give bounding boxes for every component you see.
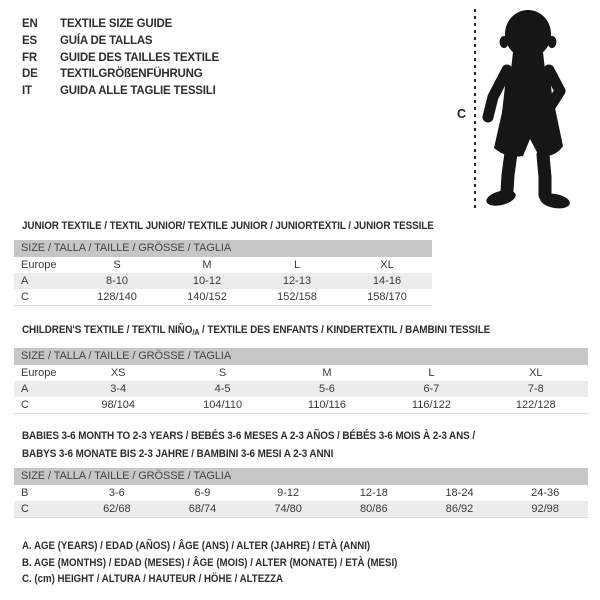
row-label: Europe — [21, 259, 57, 271]
table-row-months — [14, 485, 588, 501]
size-cell: 9-12 — [277, 487, 300, 499]
language-code: DE — [22, 68, 38, 81]
size-cell: XL — [529, 367, 543, 379]
table-row-height — [14, 501, 588, 517]
size-cell: 24-36 — [531, 487, 560, 499]
language-row-es — [22, 33, 219, 50]
table-row-age — [14, 381, 588, 397]
language-row-fr — [22, 50, 219, 67]
size-cell: 8-10 — [105, 275, 129, 287]
size-cell: 110/116 — [307, 399, 347, 411]
size-cell: L — [293, 259, 301, 271]
size-cell: 98/104 — [101, 399, 136, 411]
size-cell: 116/122 — [411, 399, 451, 411]
children-title-sub: /A — [192, 328, 200, 337]
table-header-bar: SIZE / TALLA / TAILLE / GRÖSSE / TAGLIA — [14, 240, 432, 257]
table-header-bar: SIZE / TALLA / TAILLE / GRÖSSE / TAGLIA — [14, 468, 588, 485]
language-row-it — [22, 83, 219, 100]
size-cell: S — [113, 259, 121, 271]
children-title-part2: / TEXTILE DES ENFANTS / KINDERTEXTIL / BAMBINI TESSILE — [199, 324, 491, 336]
children-size-table — [14, 348, 588, 414]
babies-section-title — [22, 427, 475, 463]
size-cell: 3-4 — [110, 383, 127, 395]
size-cell: 68/74 — [188, 503, 217, 515]
size-cell: 74/80 — [274, 503, 302, 515]
language-label: TEXTILGRÖßENFÜHRUNG — [60, 68, 203, 81]
size-cell: 10-12 — [192, 275, 222, 287]
size-cell: L — [428, 367, 435, 379]
children-title-part1: CHILDREN'S TEXTILE / TEXTIL NIÑO — [22, 324, 193, 336]
babies-title-line2: BABYS 3-6 MONATE BIS 2-3 JAHRE / BAMBINI 3-6 MESI A 2-3 ANNI — [22, 448, 334, 460]
table-header-bar: SIZE / TALLA / TAILLE / GRÖSSE / TAGLIA — [14, 348, 588, 365]
children-section-title — [22, 321, 490, 342]
row-label: B — [21, 487, 29, 499]
language-label: GUÍA DE TALLAS — [60, 34, 153, 47]
size-cell: 80/86 — [360, 503, 388, 515]
language-row-de — [22, 66, 219, 83]
size-cell: 140/152 — [187, 291, 227, 303]
legend-line-a: A. AGE (YEARS) / EDAD (AÑOS) / ÂGE (ANS) / ALTER (JAHRE) / ETÀ (ANNI) — [22, 540, 371, 552]
size-cell: 152/158 — [277, 291, 317, 303]
junior-size-table — [14, 240, 432, 306]
row-label: C — [21, 291, 29, 303]
language-code: ES — [22, 34, 37, 47]
language-code: IT — [22, 85, 32, 98]
language-label: GUIDE DES TAILLES TEXTILE — [60, 51, 219, 64]
size-cell: 18-24 — [445, 487, 474, 499]
size-cell: XL — [380, 259, 394, 271]
legend-line-b: B. AGE (MONTHS) / EDAD (MESES) / ÂGE (MOIS) / ALTER (MONATE) / ETÀ (MESI) — [22, 556, 398, 569]
height-measure-dashed-line — [474, 9, 476, 209]
size-cell: M — [322, 367, 332, 379]
size-cell: 14-16 — [372, 275, 402, 287]
language-label: TEXTILE SIZE GUIDE — [60, 18, 173, 30]
babies-size-table — [14, 468, 588, 518]
legend-block — [22, 538, 397, 588]
size-cell: 6-7 — [423, 383, 440, 395]
size-cell: M — [202, 259, 212, 271]
size-cell: 62/68 — [103, 503, 131, 515]
table-row-europe — [14, 365, 588, 381]
language-label: GUIDA ALLE TAGLIE TESSILI — [60, 85, 216, 98]
size-cell: 12-13 — [282, 275, 312, 287]
language-code: FR — [22, 51, 37, 64]
size-cell: 4-5 — [214, 383, 231, 395]
size-cell: 3-6 — [108, 487, 125, 499]
language-title-block — [22, 16, 219, 100]
size-cell: 86/92 — [445, 503, 474, 515]
language-row-en — [22, 16, 219, 33]
row-label: A — [21, 383, 29, 395]
size-cell: 12-18 — [359, 487, 388, 499]
size-cell: 92/98 — [531, 503, 559, 515]
table-row-height — [14, 397, 588, 413]
language-code: EN — [22, 18, 38, 30]
table-row-height — [14, 289, 432, 305]
size-cell: 158/170 — [367, 291, 407, 303]
babies-title-line1: BABIES 3-6 MONTH TO 2-3 YEARS / BEBÉS 3-6 MESES A 2-3 AÑOS / BÉBÉS 3-6 MOIS À 2-3 ANS / — [22, 430, 475, 442]
row-label: C — [21, 399, 29, 411]
size-cell: 5-6 — [319, 383, 335, 395]
size-cell: 7-8 — [527, 383, 544, 395]
row-label: A — [21, 275, 29, 287]
baby-silhouette-icon — [479, 7, 579, 209]
row-label: Europe — [21, 367, 57, 379]
size-cell: 122/128 — [515, 399, 556, 411]
row-label: C — [21, 503, 29, 515]
table-row-europe — [14, 257, 432, 273]
size-cell: S — [218, 367, 227, 379]
size-cell: 128/140 — [97, 291, 137, 303]
size-cell: XS — [110, 367, 126, 379]
height-measure-label: C — [457, 107, 467, 121]
table-row-age — [14, 273, 432, 289]
legend-line-c: C. (cm) HEIGHT / ALTURA / HAUTEUR / HÖHE / ALTEZZA — [22, 573, 284, 585]
junior-section-title: JUNIOR TEXTILE / TEXTIL JUNIOR/ TEXTILE JUNIOR / JUNIORTEXTIL / JUNIOR TESSILE — [22, 220, 434, 232]
size-cell: 104/110 — [203, 399, 243, 411]
size-cell: 6-9 — [194, 487, 211, 499]
